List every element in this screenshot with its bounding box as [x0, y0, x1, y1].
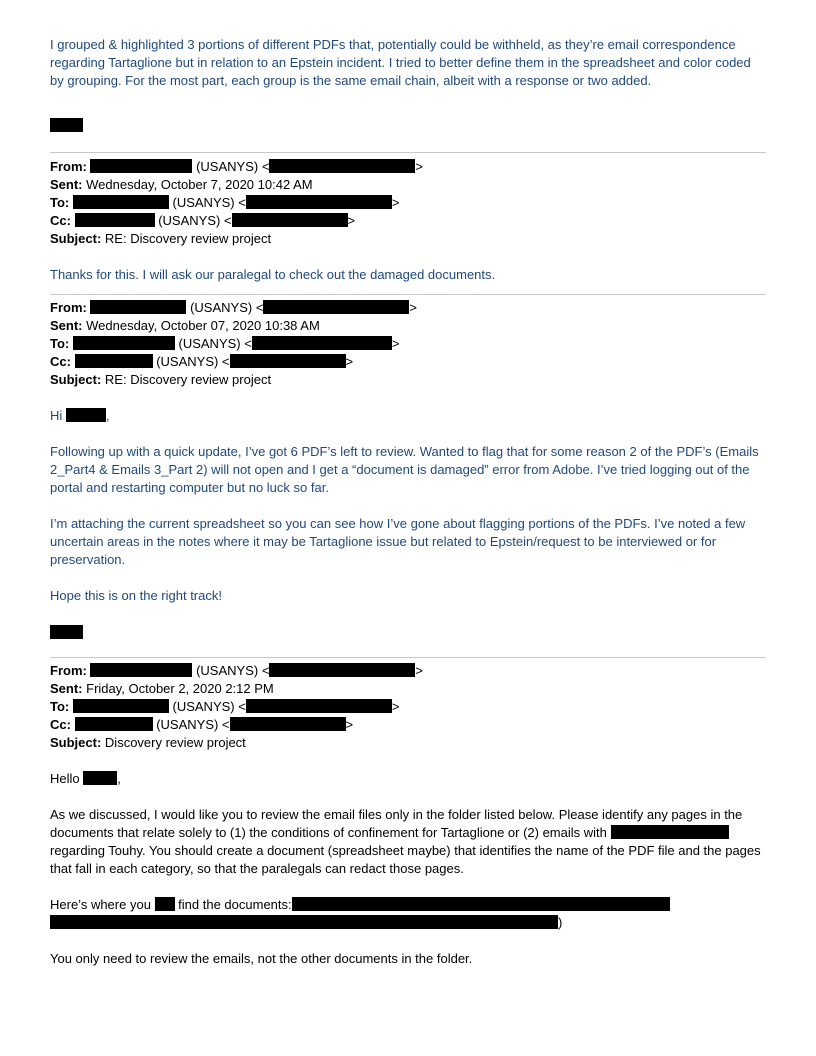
email-greeting-3: Hello , — [50, 771, 121, 786]
subject: RE: Discovery review project — [104, 372, 272, 387]
redacted-email — [230, 354, 346, 368]
redacted-name — [73, 699, 169, 713]
email-header-2: From: (USANYS) < > Sent: Wednesday, October 07, 2020 10:38 AM To: (USANYS) < > Cc: (USANYS) < > Subject: RE: Discovery review project — [50, 300, 418, 387]
email-body-2-para-1: Following up with a quick update, I’ve got 6 PDF’s left to review. Wanted to flag that for some reason 2 of the PDF’s (Emails 2_Part4 & Emails 3_Part 2) will not open and I get a “document is damaged” error from Adobe. I’ve tried logging out of the portal and restarting computer but no luck so far. — [50, 444, 759, 495]
email-body-3-location: Here’s where you find the documents: ) — [50, 896, 766, 932]
email-body-2-para-3: Hope this is on the right track! — [50, 588, 222, 603]
redacted-word — [155, 897, 175, 911]
redacted-email — [269, 663, 415, 677]
redacted-name — [90, 159, 192, 173]
email-body-2-para-2: I’m attaching the current spreadsheet so you can see how I’ve gone about flagging portions of the PDFs. I’ve noted a few uncertain areas in the notes where it may be Tartaglione issue but related to Epstein/request to be interviewed or for preservation. — [50, 516, 746, 567]
redacted-email — [246, 195, 392, 209]
redacted-path — [50, 915, 558, 929]
redacted-email — [269, 159, 415, 173]
subject: RE: Discovery review project — [104, 231, 272, 246]
redacted-name — [611, 825, 729, 839]
email-body-1: Thanks for this. I will ask our paralegal to check out the damaged documents. — [50, 267, 496, 282]
redacted-name — [66, 408, 106, 422]
redacted-name — [75, 213, 155, 227]
email-header-3: From: (USANYS) < > Sent: Friday, October 2, 2020 2:12 PM To: (USANYS) < > Cc: (USANYS) < > Subject: Discovery review project — [50, 663, 424, 750]
email-body-3-para-1: As we discussed, I would like you to review the email files only in the folder listed below. Please identify any pages in the documents that relate solely to (1) the conditions of confinement for Tartaglione or (2) emails with regarding Touhy. You should create a document (spreadsheet maybe) that identifies the name of the PDF file and the pages that fall in each category, so that the paralegals can redact those pages. — [50, 807, 761, 876]
redacted-email — [246, 699, 392, 713]
subject: Discovery review project — [104, 735, 246, 750]
redacted-name — [83, 771, 117, 785]
sent-date: Wednesday, October 07, 2020 10:38 AM — [86, 318, 320, 333]
redacted-name — [75, 354, 153, 368]
redacted-signature — [50, 625, 83, 639]
redacted-name — [90, 663, 192, 677]
redacted-name — [90, 300, 186, 314]
redacted-email — [252, 336, 392, 350]
redacted-signature — [50, 118, 83, 132]
redacted-email — [232, 213, 348, 227]
redacted-name — [73, 336, 175, 350]
email-body-3-closing: You only need to review the emails, not the other documents in the folder. — [50, 951, 473, 966]
intro-note: I grouped & highlighted 3 portions of different PDFs that, potentially could be withheld, as they’re email correspondence regarding Tartaglione but in relation to an Epstein incident. I tried to better define them in the spreadsheet and color coded by grouping. For the most part, each group is the same email chain, albeit with a response or two added. — [50, 37, 751, 88]
email-greeting-2: Hi , — [50, 408, 110, 423]
sent-date: Friday, October 2, 2020 2:12 PM — [86, 681, 274, 696]
redacted-name — [75, 717, 153, 731]
document-page — [50, 36, 766, 968]
sent-date: Wednesday, October 7, 2020 10:42 AM — [86, 177, 313, 192]
redacted-email — [263, 300, 409, 314]
redacted-path — [292, 897, 670, 911]
redacted-email — [230, 717, 346, 731]
redacted-name — [73, 195, 169, 209]
email-header-1: From: (USANYS) < > Sent: Wednesday, October 7, 2020 10:42 AM To: (USANYS) < > Cc: (USANYS) < > Subject: RE: Discovery review project — [50, 159, 424, 246]
